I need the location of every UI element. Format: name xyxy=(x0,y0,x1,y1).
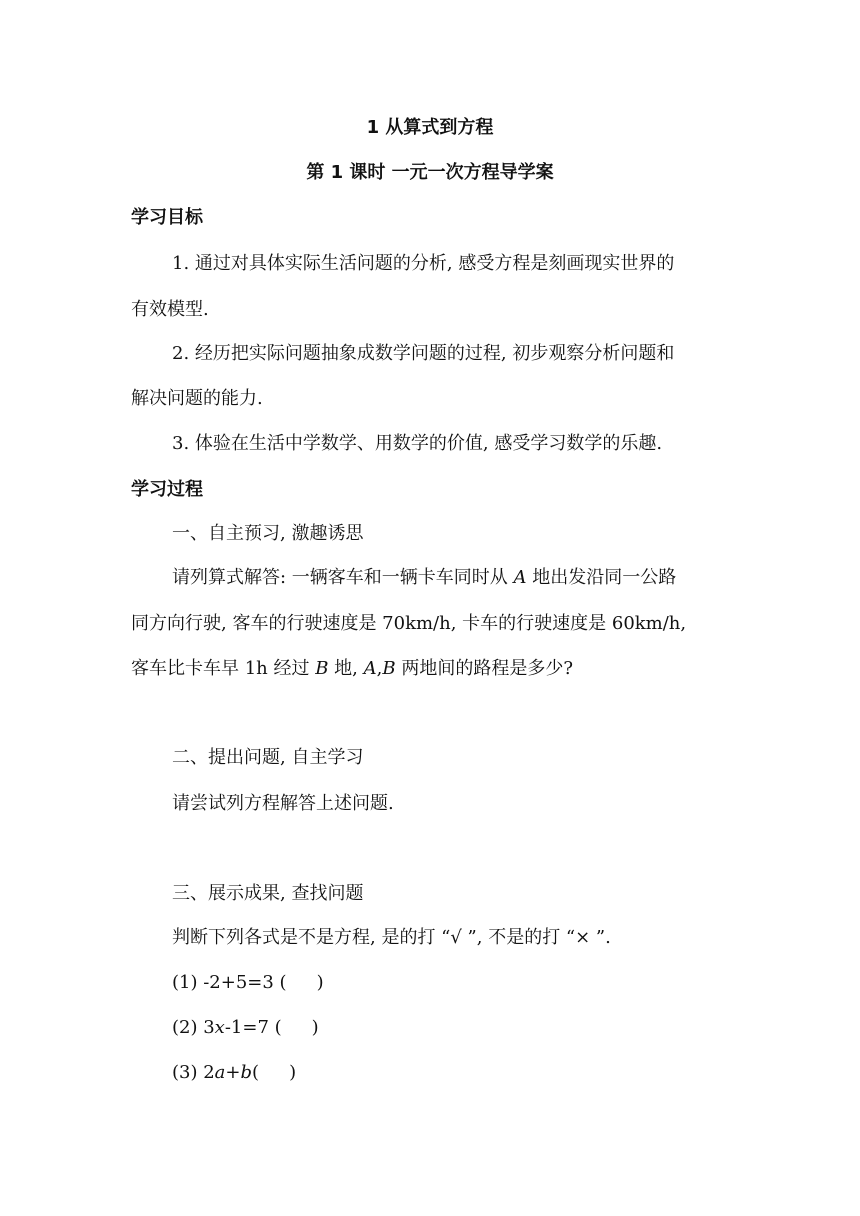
question-1: (1) -2+5=3 ( ) xyxy=(172,972,324,993)
goal-item-2-line-1: 2. 经历把实际问题抽象成数学问题的过程, 初步观察分析问题和 xyxy=(172,343,675,364)
goals-heading: 学习目标 xyxy=(131,207,203,228)
goal-item-3: 3. 体验在生活中学数学、用数学的价值, 感受学习数学的乐趣. xyxy=(172,433,663,454)
goal-item-2-line-2: 解决问题的能力. xyxy=(131,388,263,409)
problem-paragraph-line-2: 同方向行驶, 客车的行驶速度是 70km/h, 卡车的行驶速度是 60km/h, xyxy=(131,613,687,634)
problem-paragraph-line-3: 客车比卡车早 1h 经过 B 地, A,B 两地间的路程是多少? xyxy=(131,658,573,679)
section-3-instruction: 判断下列各式是不是方程, 是的打 “√ ”, 不是的打 “× ”. xyxy=(172,927,611,948)
problem-paragraph-line-1: 请列算式解答: 一辆客车和一辆卡车同时从 A 地出发沿同一公路 xyxy=(172,567,677,588)
variable-A: A xyxy=(513,567,527,588)
page-title: 1 从算式到方程 xyxy=(366,117,494,138)
section-2-instruction: 请尝试列方程解答上述问题. xyxy=(172,793,394,814)
goal-item-1-line-2: 有效模型. xyxy=(131,299,209,320)
section-3-heading: 三、展示成果, 查找问题 xyxy=(172,883,364,904)
section-1-heading: 一、自主预习, 激趣诱思 xyxy=(172,523,364,544)
question-2: (2) 3x-1=7 ( ) xyxy=(172,1017,319,1038)
goal-item-1-line-1: 1. 通过对具体实际生活问题的分析, 感受方程是刻画现实世界的 xyxy=(172,253,675,274)
page-subtitle: 第 1 课时 一元一次方程导学案 xyxy=(306,162,554,183)
section-2-heading: 二、提出问题, 自主学习 xyxy=(172,747,364,768)
process-heading: 学习过程 xyxy=(131,479,203,500)
question-3: (3) 2a+b( ) xyxy=(172,1062,297,1083)
